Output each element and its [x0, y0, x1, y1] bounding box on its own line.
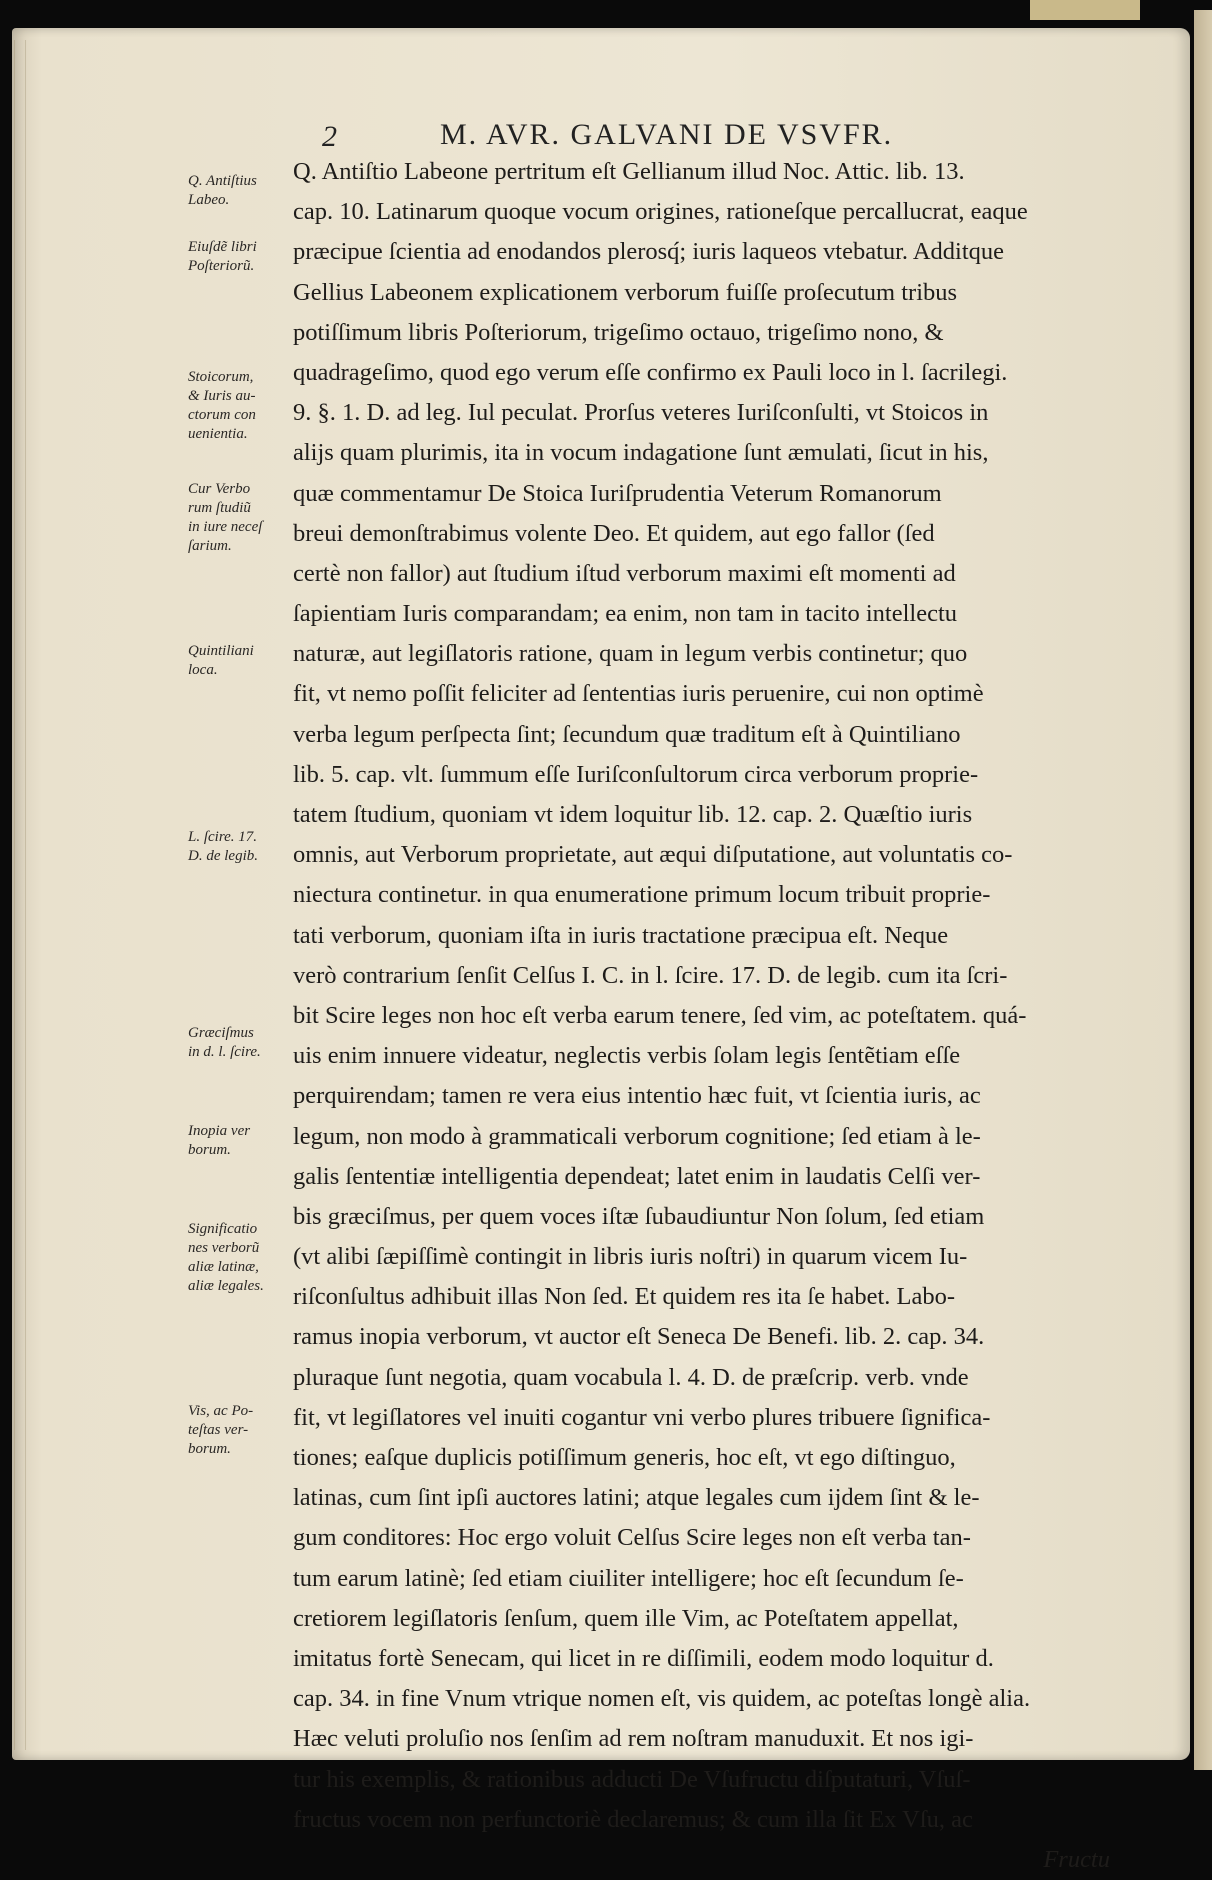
marginal-note-line: rum ſtudiũ: [188, 500, 251, 516]
marginal-note-line: Quintiliani: [188, 643, 254, 659]
text-line: Q. Antiſtio Labeone pertritum eſt Gellianum illud Noc. Attic. lib. 13.: [293, 158, 965, 185]
text-line: cretiorem legiſlatoris ſenſum, quem ille Vim, ac Poteſtatem appellat,: [293, 1604, 959, 1632]
text-line: fructus vocem non perfunctoriè declaremus; & cum illa ſit Ex Vſu, ac: [293, 1805, 973, 1833]
body-text: [293, 152, 1128, 1880]
text-line: bis græciſmus, per quem voces iſtæ ſubaudiuntur Non ſolum, ſed etiam: [293, 1202, 985, 1230]
marginal-note-line: nes verborũ: [188, 1240, 260, 1256]
marginal-note-line: in iure neceſ: [188, 519, 263, 535]
text-line: ramus inopia verborum, vt auctor eſt Seneca De Benefi. lib. 2. cap. 34.: [293, 1323, 985, 1351]
text-line: fit, vt legiſlatores vel inuiti cogantur vni verbo plures tribuere ſignifica-: [293, 1403, 991, 1431]
marginal-note: [188, 828, 293, 866]
marginal-note: [188, 480, 293, 556]
marginal-note-line: teſtas ver-: [188, 1422, 249, 1438]
text-line: perquirendam; tamen re vera eius intentio hæc fuit, vt ſcientia iuris, ac: [293, 1082, 981, 1110]
text-line: Hæc veluti proluſio nos ſenſim ad rem noſtram manuduxit. Et nos igi-: [293, 1725, 974, 1753]
marginal-note: [188, 1024, 293, 1062]
text-line: omnis, aut Verborum proprietate, aut æqui diſputatione, aut voluntatis co-: [293, 841, 1013, 869]
text-line: imitatus fortè Senecam, qui licet in re diſſimili, eodem modo loquitur d.: [293, 1644, 994, 1672]
marginal-note: [188, 368, 293, 444]
page-stack-edges: [14, 40, 26, 1750]
marginal-note-line: Cur Verbo: [188, 481, 251, 497]
text-line: 9. §. 1. D. ad leg. Iul peculat. Prorſus veteres Iuriſconſulti, vt Stoicos in: [293, 399, 989, 427]
marginal-note: [188, 1402, 293, 1459]
text-line: niectura continetur. in qua enumeratione primum locum tribuit proprie-: [293, 881, 991, 909]
text-line: tatem ſtudium, quoniam vt idem loquitur lib. 12. cap. 2. Quæſtio iuris: [293, 801, 973, 828]
text-line: cap. 34. in fine Vnum vtrique nomen eſt, vis quidem, ac poteſtas longè alia.: [293, 1685, 1031, 1713]
marginal-note-line: loca.: [188, 662, 218, 678]
text-line: riſconſultus adhibuit illas Non ſed. Et quidem res ita ſe habet. Labo-: [293, 1283, 956, 1311]
marginal-note-line: aliæ legales.: [188, 1278, 264, 1294]
text-line: uis enim innuere videatur, neglectis verbis ſolam legis ſentẽtiam eſſe: [293, 1042, 961, 1070]
text-line: præcipue ſcientia ad enodandos plerosq́; iuris laqueos vtebatur. Additque: [293, 238, 1005, 266]
right-page-edge: [1194, 10, 1212, 1770]
text-line: bit Scire leges non hoc eſt verba earum tenere, ſed vim, ac poteſtatem. quá-: [293, 1001, 1027, 1029]
marginal-note-line: Stoicorum,: [188, 369, 254, 385]
text-line: certè non fallor) aut ſtudium iſtud verborum maximi eſt momenti ad: [293, 559, 956, 587]
text-line: ſapientiam Iuris comparandam; ea enim, non tam in tacito intellectu: [293, 600, 958, 628]
marginal-note-line: aliæ latinæ,: [188, 1259, 259, 1275]
marginal-note: [188, 1220, 293, 1296]
marginal-note-line: ctorum con: [188, 407, 256, 423]
marginal-note-line: ſarium.: [188, 538, 232, 554]
text-line: pluraque ſunt negotia, quam vocabula l. 4. D. de præſcrip. verb. vnde: [293, 1363, 969, 1391]
marginal-note-line: uenientia.: [188, 426, 248, 442]
text-line: alijs quam plurimis, ita in vocum indagatione ſunt æmulati, ſicut in his,: [293, 439, 989, 467]
marginal-note-line: Vis, ac Po-: [188, 1403, 254, 1419]
text-line: potiſſimum libris Poſteriorum, trigeſimo octauo, trigeſimo nono, &: [293, 318, 944, 346]
running-title: M. AVR. GALVANI DE VSVFR.: [440, 118, 894, 151]
text-line: tum earum latinè; ſed etiam ciuiliter intelligere; hoc eſt ſecundum ſe-: [293, 1564, 964, 1592]
marginal-note-line: in d. l. ſcire.: [188, 1044, 261, 1060]
text-line: breui demonſtrabimus volente Deo. Et quidem, aut ego fallor (ſed: [293, 519, 935, 547]
text-line: fit, vt nemo poſſit feliciter ad ſententias iuris peruenire, cui non optimè: [293, 680, 984, 708]
text-line: tati verborum, quoniam iſta in iuris tractatione præcipua eſt. Neque: [293, 921, 949, 949]
text-line: (vt alibi ſæpiſſimè contingit in libris iuris noſtri) in quarum vicem Iu-: [293, 1243, 968, 1271]
marginal-note-line: D. de legib.: [188, 848, 258, 864]
text-line: quæ commentamur De Stoica Iuriſprudentia Veterum Romanorum: [293, 479, 942, 507]
marginal-note-line: & Iuris au-: [188, 388, 256, 404]
marginal-note-line: borum.: [188, 1441, 231, 1457]
marginal-note-line: Eiuſdẽ libri: [188, 239, 257, 255]
marginal-note: [188, 642, 293, 680]
marginal-note-line: borum.: [188, 1142, 231, 1158]
marginal-note-line: Q. Antiſtius: [188, 173, 257, 189]
marginal-note-line: Significatio: [188, 1221, 258, 1237]
text-line: latinas, cum ſint ipſi auctores latini; atque legales cum ijdem ſint & le-: [293, 1484, 980, 1512]
text-line: naturæ, aut legiſlatoris ratione, quam in legum verbis continetur; quo: [293, 640, 968, 668]
text-line: galis ſententiæ intelligentia dependeat; latet enim in laudatis Celſi ver-: [293, 1162, 981, 1190]
page-number: 2: [322, 120, 337, 153]
marginal-note: [188, 238, 293, 276]
marginal-note-line: L. ſcire. 17.: [188, 829, 258, 845]
catchword: Fructu: [1043, 1845, 1110, 1873]
marginal-note: [188, 1122, 293, 1160]
text-line: Gellius Labeonem explicationem verborum fuiſſe proſecutum tribus: [293, 278, 958, 306]
marginal-note-line: Poſteriorũ.: [188, 258, 255, 274]
marginal-note: [188, 172, 293, 210]
text-line: verba legum perſpecta ſint; ſecundum quæ traditum eſt à Quintiliano: [293, 720, 961, 748]
marginal-note-line: Labeo.: [188, 192, 230, 208]
text-line: tur his exemplis, & rationibus adducti De Vſufructu diſputaturi, Vſuſ-: [293, 1765, 971, 1793]
text-line: quadrageſimo, quod ego verum eſſe confirmo ex Pauli loco in l. ſacrilegi.: [293, 358, 1008, 386]
text-line: verò contrarium ſenſit Celſus I. C. in l. ſcire. 17. D. de legib. cum ita ſcri-: [293, 961, 1008, 989]
text-line: legum, non modo à grammaticali verborum cognitione; ſed etiam à le-: [293, 1122, 981, 1150]
text-line: gum conditores: Hoc ergo voluit Celſus Scire leges non eſt verba tan-: [293, 1524, 971, 1552]
binding-strip: [1030, 0, 1140, 20]
marginal-note-line: Græciſmus: [188, 1025, 254, 1041]
text-line: tiones; eaſque duplicis potiſſimum generis, hoc eſt, vt ego diſtinguo,: [293, 1444, 956, 1471]
text-line: cap. 10. Latinarum quoque vocum origines, rationeſque percallucrat, eaque: [293, 198, 1028, 226]
text-line: lib. 5. cap. vlt. ſummum eſſe Iuriſconſultorum circa verborum proprie-: [293, 760, 979, 788]
marginal-note-line: Inopia ver: [188, 1123, 251, 1139]
